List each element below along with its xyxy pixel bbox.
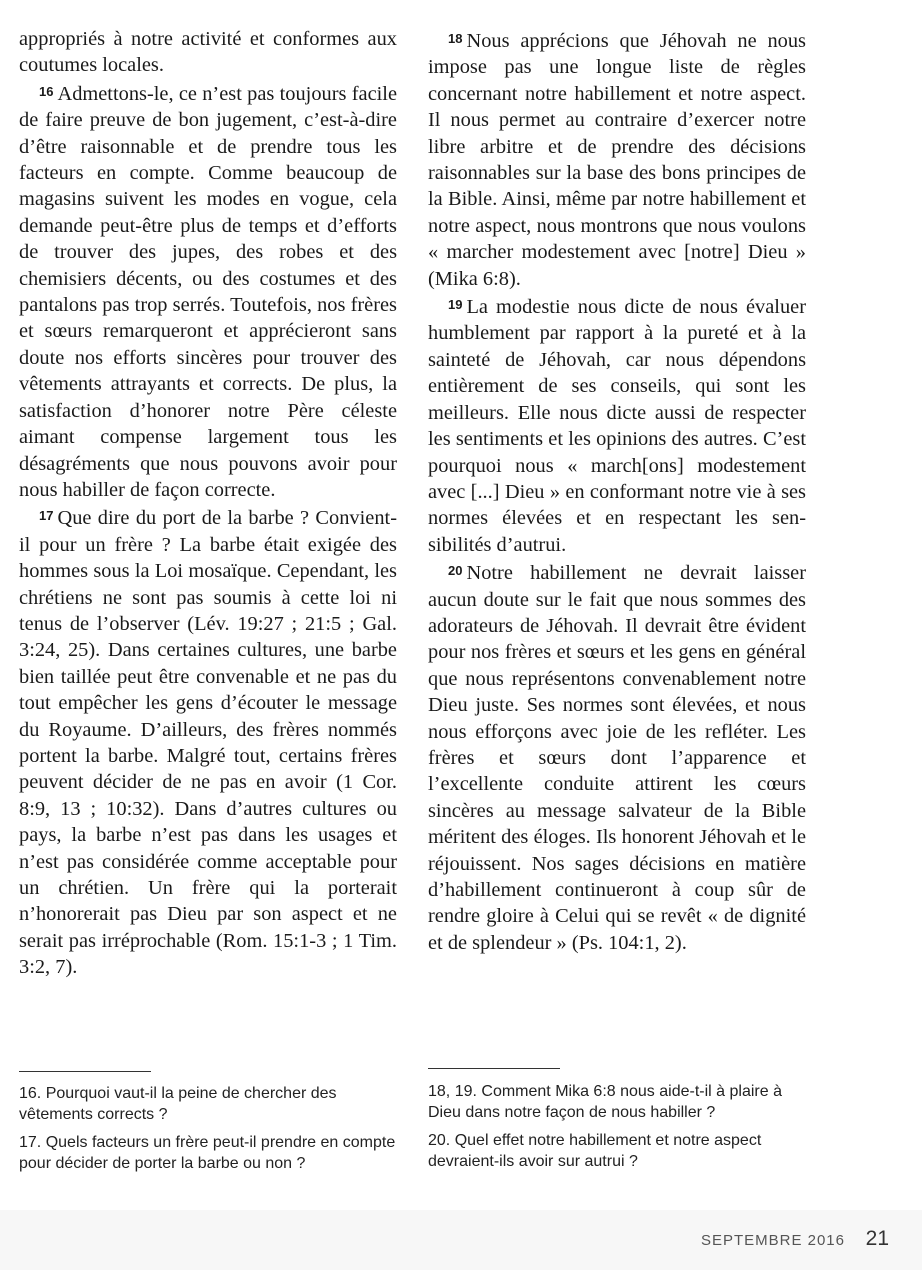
right-column [428, 26, 806, 956]
study-question-18-19 [428, 1081, 806, 1123]
paragraph-number: 17 [39, 508, 54, 524]
study-question-16 [19, 1083, 397, 1125]
paragraph-19 [428, 292, 806, 558]
question-text: Quels facteurs un frère peut-il prendre en compte pour décider de porter la barbe ou non ? [19, 1134, 396, 1172]
paragraph-18 [428, 26, 806, 292]
question-text: Quel effet notre habillement et notre aspect devraient-ils avoir sur autrui ? [428, 1132, 762, 1170]
continued-paragraph: appropriés à notre activité et conformes aux coutumes locales. [19, 28, 397, 77]
study-question-17 [19, 1132, 397, 1174]
question-text: Comment Mika 6:8 nous aide-t-il à plaire à Dieu dans notre façon de nous habiller ? [428, 1083, 782, 1121]
page-number: 21 [865, 1227, 889, 1250]
paragraph-text: Notre habillement ne devrait laisser aucun doute sur le fait que nous sommes des adorateurs de Jéhovah. Il devrait être évident pour nos frères et sœurs et les gens en général que nous représentons convenablement notre Dieu juste. Ses normes sont élevées, et nous nous efforçons avec joie de les refléter. Les frères et sœurs dont l’apparence et l’excellente conduite attirent les cœurs sincères au message salvateur de la Bible méritent des éloges. Ils honorent Jéhovah et le réjouissent. Nos sages décisions en matière d’habillement continueront à coup sûr de rendre gloire à Celui qui se revêt « de dignité et de splendeur » (Ps. 104:1, 2). [428, 562, 806, 954]
question-number: 18, 19. [428, 1083, 477, 1100]
paragraph-number: 18 [448, 31, 463, 46]
paragraph-16 [19, 79, 397, 504]
left-column [19, 26, 397, 981]
paragraph-text: Nous apprécions que Jéhovah ne nous impose pas une longue liste de règles concernant notre habillement et notre aspect. Il nous permet au contraire d’exercer notre libre arbitre et de prendre des décisions raisonnables sur la base des bons principes de la Bible. Ainsi, même par notre habillement et notre aspect, nous montrons que nous voulons « marcher modestement avec [notre] Dieu » (Mika 6:8). [428, 30, 806, 290]
paragraph-text: La modestie nous dicte de nous évaluer humblement par rapport à la pureté et à la sainteté de Jéhovah, car nous dépendons entièrement de ses conseils, qui sont les meilleurs. Elle nous dicte aussi de respecter les sentiments et les opinions des autres. C’est pourquoi nous « march[ons] modestement avec [...] Dieu » en conformant notre vie à ses normes élevées et en respectant les sensibilités d’autrui. [428, 296, 806, 556]
question-number: 16. [19, 1085, 42, 1102]
paragraph-number: 16 [39, 83, 54, 99]
paragraph-number: 20 [448, 563, 463, 579]
study-questions-left [19, 1083, 397, 1181]
paragraph-20 [428, 558, 806, 956]
question-number: 17. [19, 1134, 42, 1151]
issue-date: SEPTEMBRE 2016 [700, 1232, 845, 1249]
study-question-20 [428, 1130, 806, 1172]
paragraph-text: Que dire du port de la barbe ? Convient-il pour un frère ? La barbe était exigée des hommes sous la Loi mosaïque. Cependant, les chrétiens ne sont pas soumis à cette loi ni tenus de l’observer (Lév. 19:27 ; 21:5 ; Gal. 3:24, 25). Dans certaines cultures, une barbe bien taillée peut être convenable et ne pas du tout empêcher les gens d’écouter le message du Royaume. D’ailleurs, des frères nommés portent la barbe. Malgré tout, certains frères peuvent décider de ne pas en avoir (1 Cor. 8:9, 13 ; 10:32). Dans d’autres cultures ou pays, la barbe n’est pas dans les usages et n’est pas considérée comme acceptable pour un chrétien. Un frère qui la porterait n’honorerait pas Dieu par son aspect et ne serait pas irréprochable (Rom. 15:1-3 ; 1 Tim. 3:2, 7). [19, 507, 397, 979]
footnote-divider-right [428, 1068, 560, 1069]
paragraph-text: Admettons-le, ce n’est pas toujours facile de faire preuve de bon jugement, c’est-à-dire d’être raisonnable et de prendre tous les facteurs en compte. Comme beaucoup de magasins suivent les modes en vogue, cela demande peut-être plus de temps et d’efforts de trouver des jupes, des robes et des chemisiers décents, ou des costumes et des pantalons pas trop serrés. Toutefois, nos frères et sœurs remarqueront et apprécieront sans doute nos efforts sincères pour trouver des vêtements attrayants et corrects. De plus, la satisfaction d’honorer notre Père céleste aimant compense largement tous les désagréments que nous pouvons avoir pour nous habiller de façon correcte. [19, 82, 397, 501]
study-questions-right [428, 1081, 806, 1179]
paragraph-17 [19, 503, 397, 980]
footnote-divider-left [19, 1071, 151, 1072]
question-text: Pourquoi vaut-il la peine de chercher des vêtements corrects ? [19, 1085, 337, 1123]
paragraph-number: 19 [448, 297, 463, 313]
question-number: 20. [428, 1132, 451, 1149]
